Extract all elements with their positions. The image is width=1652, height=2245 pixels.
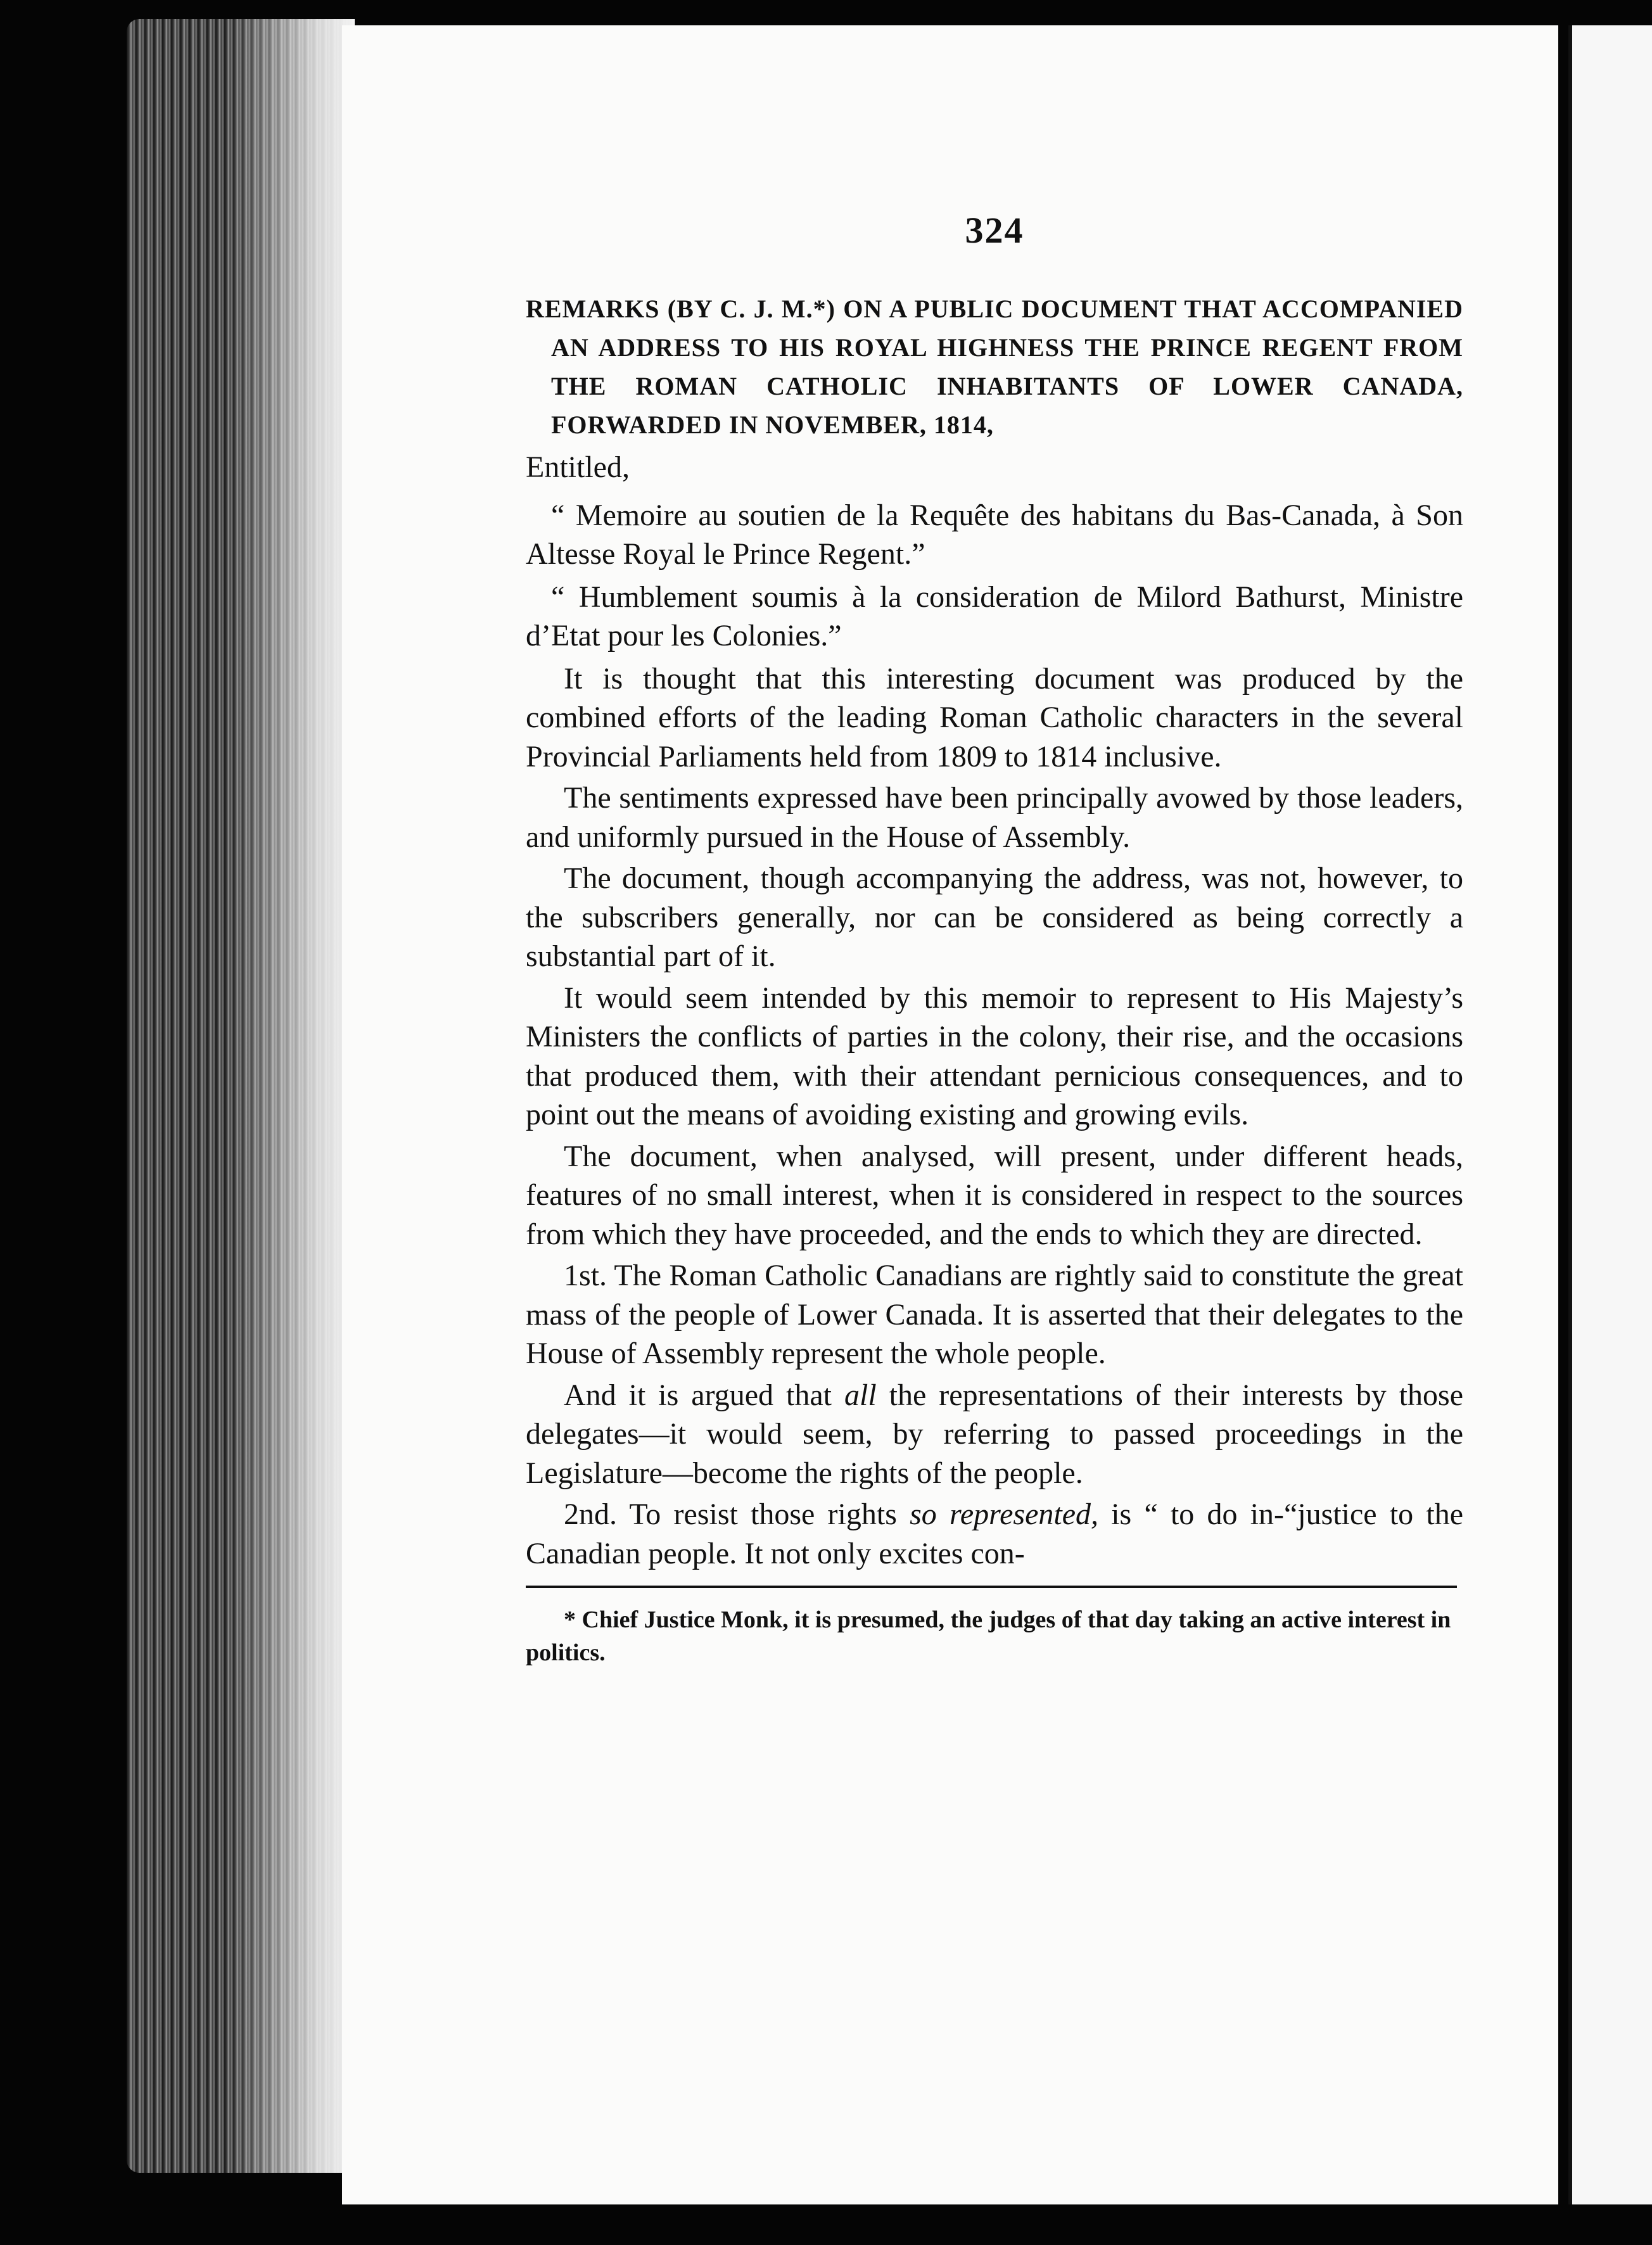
page-number: 324 [965, 210, 1024, 251]
footnote: * Chief Justice Monk, it is presumed, the judges of that day taking an active interest in politics. [526, 1606, 1451, 1666]
section-heading [526, 289, 1463, 444]
french-quote-1: “ Memoire au soutien de la Requête des habitans du Bas-Canada, à Son Altesse Royal le Prince Regent.” [526, 498, 1463, 571]
paragraph-argued [526, 1376, 1463, 1493]
paragraph-argued-before: And it is argued that [564, 1378, 844, 1412]
footnote-rule [526, 1586, 1457, 1588]
section-heading-text: REMARKS (BY C. J. M.*) ON A PUBLIC DOCUMENT THAT ACCOMPANIED AN ADDRESS TO HIS ROYAL HIGHNESS THE PRINCE REGENT FROM THE ROMAN CATHOLIC INHABITANTS OF LOWER CANADA, FORWARDED IN NOVEMBER, 1814, [526, 295, 1463, 439]
page-content [526, 209, 1463, 1669]
adjacent-page-edge [1568, 25, 1652, 2204]
entitled-line: Entitled, [526, 450, 630, 484]
book-page-edges [127, 19, 355, 2173]
paragraph-memoir-intent: It would seem intended by this memoir to represent to His Majesty’s Ministers the conflicts of parties in the colony, their rise, and the occasions that produced them, with their attendant pernicious consequences, and to point out the means of avoiding existing and growing evils. [526, 981, 1463, 1131]
paragraph-document-subscribers: The document, though accompanying the address, was not, however, to the subscribers generally, nor can be considered as being correctly a substantial part of it. [526, 862, 1463, 973]
paragraph-argued-emphasis: all [844, 1378, 877, 1412]
french-quote-2: “ Humblement soumis à la consideration de Milord Bathurst, Ministre d’Etat pour les Colonies.” [526, 580, 1463, 652]
paragraph-sentiments: The sentiments expressed have been principally avowed by those leaders, and uniformly pursued in the House of Assembly. [526, 781, 1463, 854]
paragraph-origin: It is thought that this interesting document was produced by the combined efforts of the leading Roman Catholic characters in the several Provincial Parliaments held from 1809 to 1814 inclusive. [526, 661, 1463, 773]
paragraph-second-after: is “ to do in-“justice to the Canadian people. It not only excites con- [526, 1498, 1463, 1570]
paragraph-second-point [526, 1495, 1463, 1573]
body-text [526, 448, 1463, 1573]
paragraph-first-point: 1st. The Roman Catholic Canadians are rightly said to constitute the great mass of the people of Lower Canada. It is asserted that their delegates to the House of Assembly represent the whole people. [526, 1259, 1463, 1370]
paragraph-argued-after: the representations of their interests by those delegates—it would seem, by referring to passed proceedings in the Legislature—become the rights of the people. [526, 1378, 1464, 1490]
paragraph-second-before: 2nd. To resist those rights [564, 1498, 910, 1531]
paragraph-analysis: The document, when analysed, will present, under different heads, features of no small interest, when it is considered in respect to the sources from which they have proceeded, and the ends to which they are directed. [526, 1139, 1463, 1251]
paragraph-second-emphasis: so represented, [910, 1498, 1099, 1531]
book-page [342, 25, 1558, 2204]
